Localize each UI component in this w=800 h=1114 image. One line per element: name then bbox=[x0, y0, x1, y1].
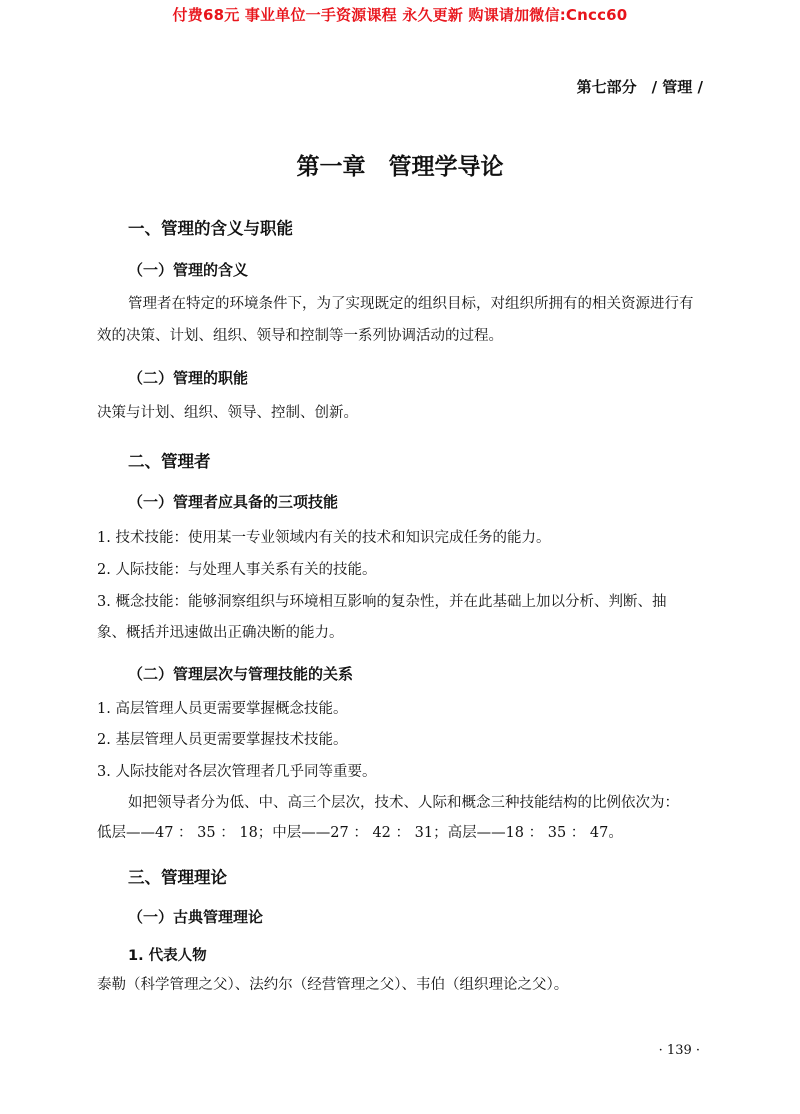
running-head: 第七部分 / 管理 / bbox=[576, 78, 703, 96]
section-heading-2: 二、管理者 bbox=[128, 452, 211, 471]
subsection-heading-1-2: （二）管理的职能 bbox=[128, 369, 249, 387]
list-item: 2. 基层管理人员更需要掌握技术技能。 bbox=[97, 732, 348, 748]
chapter-title: 第一章 管理学导论 bbox=[296, 154, 504, 180]
list-item: 1. 技术技能：使用某一专业领域内有关的技术和知识完成任务的能力。 bbox=[97, 530, 551, 546]
paragraph-line: 效的决策、计划、组织、领导和控制等一系列协调活动的过程。 bbox=[97, 328, 503, 344]
list-item-continued: 象、概括并迅速做出正确决断的能力。 bbox=[97, 625, 344, 641]
page-number: · 139 · bbox=[658, 1043, 700, 1058]
watermark-banner: 付费68元 事业单位一手资源课程 永久更新 购课请加微信:Cncc60 bbox=[172, 6, 628, 24]
paragraph-line: 管理者在特定的环境条件下，为了实现既定的组织目标，对组织所拥有的相关资源进行有 bbox=[128, 296, 694, 312]
paragraph-line: 低层——47 ： 35 ： 18；中层——27 ： 42 ： 31；高层——18 ： 35 ： 47。 bbox=[97, 825, 623, 841]
paragraph-line: 如把领导者分为低、中、高三个层次，技术、人际和概念三种技能结构的比例依次为： bbox=[128, 795, 679, 811]
subsection-heading-3-1: （一）古典管理理论 bbox=[128, 908, 264, 926]
paragraph-line: 泰勒（科学管理之父）、法约尔（经营管理之父）、韦伯（组织理论之父）。 bbox=[97, 977, 569, 993]
section-heading-3: 三、管理理论 bbox=[128, 868, 227, 887]
list-item: 2. 人际技能：与处理人事关系有关的技能。 bbox=[97, 562, 377, 578]
list-item: 3. 人际技能对各层次管理者几乎同等重要。 bbox=[97, 764, 377, 780]
item-heading: 1. 代表人物 bbox=[128, 948, 207, 964]
list-item: 3. 概念技能：能够洞察组织与环境相互影响的复杂性，并在此基础上加以分析、判断、抽 bbox=[97, 594, 667, 610]
section-heading-1: 一、管理的含义与职能 bbox=[128, 219, 293, 238]
subsection-heading-1-1: （一）管理的含义 bbox=[128, 261, 249, 279]
subsection-heading-2-2: （二）管理层次与管理技能的关系 bbox=[128, 665, 354, 683]
list-item: 1. 高层管理人员更需要掌握概念技能。 bbox=[97, 701, 348, 717]
subsection-heading-2-1: （一）管理者应具备的三项技能 bbox=[128, 493, 339, 511]
paragraph-line: 决策与计划、组织、领导、控制、创新。 bbox=[97, 405, 358, 421]
